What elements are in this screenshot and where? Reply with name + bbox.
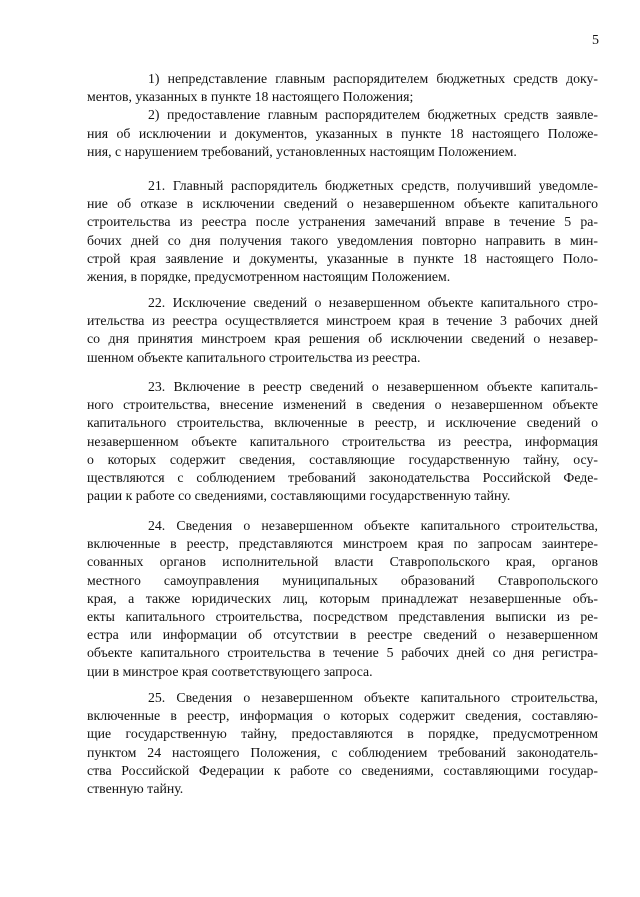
- paragraph-line: ственную тайну.: [87, 780, 184, 796]
- paragraph-line: 24. Сведения о незавершенном объекте капитального строительства,: [148, 518, 598, 533]
- paragraph-line: сованных органов исполнительной власти Ставропольского края, органов: [87, 554, 598, 570]
- paragraph-line: края, а также юридических лиц, которым принадлежат незавершенные объ-: [87, 590, 598, 606]
- paragraph-line: незавершенном объекте капитального строительства из реестра, информация: [87, 433, 598, 449]
- paragraph-line: щие государственную тайну, предоставляются в порядке, предусмотренном: [87, 726, 598, 742]
- paragraph-line: екты капитального строительства, посредством представления выписки из ре-: [87, 608, 598, 624]
- paragraph-25: [87, 689, 598, 798]
- paragraph-line: жения, в порядке, предусмотренном настоящим Положением.: [87, 268, 451, 284]
- paragraph-line: включенные в реестр, информация о которых содержит сведения, составляю-: [87, 708, 598, 724]
- paragraph-line: местного самоуправления муниципальных образований Ставропольского: [87, 572, 598, 588]
- paragraph-line: ции в минстрое края соответствующего запроса.: [87, 663, 373, 679]
- paragraph-line: капитального строительства, включенные в реестр, и исключение сведений о: [87, 415, 598, 431]
- paragraph-line: ние об отказе в исключении сведений о незавершенном объекте капитального: [87, 196, 598, 212]
- paragraph-line: со дня принятия минстроем края решения об исключении сведений о незавер-: [87, 331, 598, 347]
- paragraph-line: 2) предоставление главным распорядителем бюджетных средств заявле-: [148, 107, 598, 123]
- paragraph-line: ментов, указанных в пункте 18 настоящего Положения;: [87, 89, 414, 105]
- paragraph-line: шенном объекте капитального строительства из реестра.: [87, 349, 421, 365]
- paragraph-line: пунктом 24 настоящего Положения, с соблюдением требований законодатель-: [87, 744, 598, 760]
- paragraph-line: объекте капитального строительства в течение 5 рабочих дней со дня регистра-: [87, 645, 598, 661]
- paragraph-24: [87, 517, 598, 681]
- paragraph-line: ния, с нарушением требований, установленных настоящим Положением.: [87, 143, 517, 159]
- paragraph-line: 22. Исключение сведений о незавершенном объекте капитального стро-: [148, 295, 598, 310]
- paragraph-line: строй края заявление и документы, указанные в пункте 18 настоящего Поло-: [87, 250, 598, 266]
- paragraph-line: рации к работе со сведениями, составляющими государственную тайну.: [87, 488, 511, 504]
- paragraph-line: ительства из реестра осуществляется минстроем края в течение 3 рабочих дней: [87, 313, 598, 329]
- paragraph-23: [87, 378, 598, 505]
- paragraph-line: о которых содержит сведения, составляющие государственную тайну, осу-: [87, 451, 598, 467]
- paragraph-2: [87, 106, 598, 161]
- paragraph-line: 25. Сведения о незавершенном объекте капитального строительства,: [148, 690, 598, 705]
- paragraph-line: ного строительства, внесение изменений в сведения о незавершенном объекте: [87, 397, 598, 413]
- paragraph-line: естра или информации об отсутствии в реестре сведений о незавершенном: [87, 627, 598, 643]
- paragraph-line: 21. Главный распорядитель бюджетных средств, получивший уведомле-: [148, 178, 598, 193]
- page-number: 5: [592, 33, 599, 48]
- paragraph-line: 1) непредставление главным распорядителем бюджетных средств доку-: [148, 71, 598, 86]
- paragraph-22: [87, 294, 598, 367]
- paragraph-line: бочих дней со дня получения такого уведомления повторно направить в мин-: [87, 232, 598, 248]
- paragraph-line: ществляются с соблюдением требований законодательства Российской Феде-: [87, 469, 598, 485]
- paragraph-line: ния об исключении и документов, указанных в пункте 18 настоящего Положе-: [87, 125, 598, 141]
- paragraph-line: включенные в реестр, представляются минстроем края по запросам заинтере-: [87, 536, 598, 552]
- paragraph-line: ства Российской Федерации к работе со сведениями, составляющими государ-: [87, 762, 598, 778]
- paragraph-21: [87, 177, 598, 286]
- paragraph-line: строительства из реестра после устранения замечаний вправе в течение 5 ра-: [87, 214, 598, 230]
- paragraph-1: [87, 70, 598, 106]
- paragraph-line: 23. Включение в реестр сведений о незавершенном объекте капиталь-: [148, 379, 598, 394]
